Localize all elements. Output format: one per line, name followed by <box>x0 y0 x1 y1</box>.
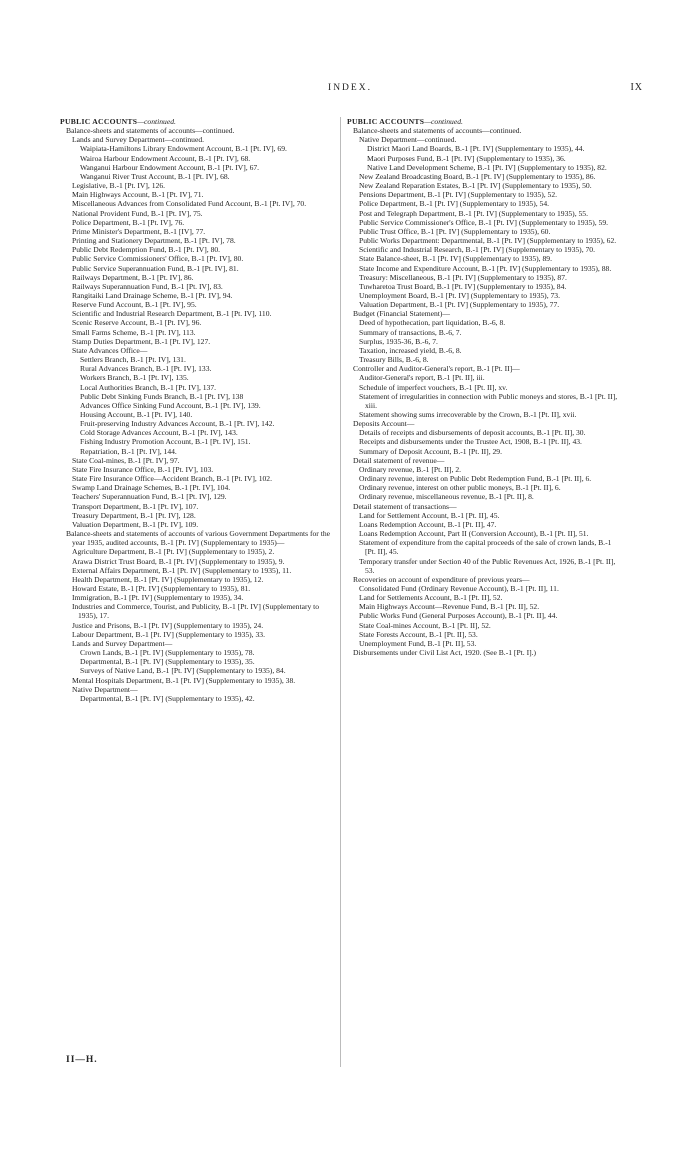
index-entry: State Advances Office— <box>72 345 148 355</box>
index-entry: Receipts and disbursements under the Trustee Act, 1908, B.-1 [Pt. II], 43. <box>359 437 582 447</box>
index-entry: Small Farms Scheme, B.-1 [Pt. IV], 113. <box>72 327 196 337</box>
index-entry: Workers Branch, B.-1 [Pt. IV], 135. <box>80 373 189 383</box>
index-entry: Prime Minister's Department, B.-1 [IV], 77. <box>72 226 206 236</box>
index-entry: Auditor-General's report, B.-1 [Pt. II], iii. <box>359 373 485 383</box>
index-entry: Balance-sheets and statements of accounts of various Government Departments for the year 1935, audited accounts, B.-1 [Pt. IV] (Supplementary to 1935)— <box>66 529 331 548</box>
page-number: IX <box>630 82 643 93</box>
index-entry: Post and Telegraph Department, B.-1 [Pt. IV] (Supplementary to 1935), 55. <box>359 208 588 218</box>
signature-mark: II—H. <box>66 1055 98 1065</box>
index-column-right <box>347 117 624 657</box>
index-entry: Public Debt Redemption Fund, B.-1 [Pt. IV], 80. <box>72 245 221 255</box>
index-entry: Ordinary revenue, interest on Public Debt Redemption Fund, B.-1 [Pt. II], 6. <box>359 474 592 484</box>
section-heading-text: PUBLIC ACCOUNTS <box>60 117 138 126</box>
index-entry: Housing Account, B.-1 [Pt. IV], 140. <box>80 410 193 419</box>
index-entry: State Fire Insurance Office, B.-1 [Pt. IV], 103. <box>72 464 214 474</box>
index-entry: Scenic Reserve Account, B.-1 [Pt. IV], 96. <box>72 318 202 328</box>
index-entry: Public Service Commissioner's Office, B.-1 [Pt. IV] (Supplementary to 1935), 59. <box>359 217 609 227</box>
index-entry: Industries and Commerce, Tourist, and Publicity, B.-1 [Pt. IV] (Supplementary to 1935), 17. <box>72 602 320 621</box>
index-entry: Valuation Department, B.-1 [Pt. IV], 109. <box>72 519 199 529</box>
index-entry: Summary of transactions, B.-6, 7. <box>359 327 462 337</box>
column-divider <box>340 117 341 1067</box>
section-heading <box>60 117 337 126</box>
index-entry: Balance-sheets and statements of accounts—continued. <box>66 126 235 136</box>
section-heading <box>347 117 624 126</box>
continued-marker: —continued. <box>137 117 176 126</box>
index-entry: Loans Redemption Account, B.-1 [Pt. II], 47. <box>359 519 497 529</box>
index-entry: Recoveries on account of expenditure of previous years— <box>353 574 530 584</box>
index-entry: Native Department— <box>72 684 138 694</box>
index-entry: Statement showing sums irrecoverable by the Crown, B.-1 [Pt. II], xvii. <box>359 410 577 419</box>
index-entry: Wairoa Harbour Endowment Account, B.-1 [Pt. IV], 68. <box>80 153 251 163</box>
index-entry: Crown Lands, B.-1 [Pt. IV] (Supplementary to 1935), 78. <box>80 648 255 658</box>
index-entry: Maori Purposes Fund, B.-1 [Pt. IV] (Supplementary to 1935), 36. <box>367 153 566 163</box>
index-entry: Native Department—continued. <box>359 135 457 145</box>
index-entry: Surveys of Native Land, B.-1 [Pt. IV] (Supplementary to 1935), 84. <box>80 666 286 676</box>
index-entry: Public Works Fund (General Purposes Account), B.-1 [Pt. II], 44. <box>359 611 558 621</box>
index-entry: Unemployment Fund, B.-1 [Pt. II], 53. <box>359 638 477 648</box>
index-entry: State Coal-mines, B.-1 [Pt. IV], 97. <box>72 455 180 465</box>
index-entry: Land for Settlements Account, B.-1 [Pt. II], 52. <box>359 593 503 603</box>
index-entry: Schedule of imperfect vouchers, B.-1 [Pt. II], xv. <box>359 382 508 392</box>
index-column-left <box>60 117 337 703</box>
index-entry: Details of receipts and disbursements of deposit accounts, B.-1 [Pt. II], 30. <box>359 428 586 438</box>
index-entry: Budget (Financial Statement)— <box>353 309 451 319</box>
index-entry: Unemployment Board, B.-1 [Pt. IV] (Supplementary to 1935), 73. <box>359 290 560 300</box>
index-entry: Waipiata-Hamiltons Library Endowment Account, B.-1 [Pt. IV], 69. <box>80 144 287 154</box>
index-entry: Teachers' Superannuation Fund, B.-1 [Pt. IV], 129. <box>72 492 227 502</box>
index-entry: Stamp Duties Department, B.-1 [Pt. IV], 127. <box>72 336 211 346</box>
index-entry: Temporary transfer under Section 40 of the Public Revenues Act, 1926, B.-1 [Pt. II], 53. <box>359 556 616 575</box>
index-entry: Arawa District Trust Board, B.-1 [Pt. IV] (Supplementary to 1935), 9. <box>72 556 285 566</box>
index-entry: Public Trust Office, B.-1 [Pt. IV] (Supplementary to 1935), 60. <box>359 226 551 236</box>
index-entry: Loans Redemption Account, Part II (Conversion Account), B.-1 [Pt. II], 51. <box>359 529 589 539</box>
index-entry: Detail statement of revenue— <box>353 455 445 465</box>
index-entry: State Coal-mines Account, B.-1 [Pt. II], 52. <box>359 620 491 630</box>
index-entry: Legislative, B.-1 [Pt. IV], 126. <box>72 181 166 191</box>
index-entry: Scientific and Industrial Research, B.-1 [Pt. IV] (Supplementary to 1935), 70. <box>359 245 595 255</box>
index-entry: Printing and Stationery Department, B.-1 [Pt. IV], 78. <box>72 236 236 246</box>
index-entry: Deed of hypothecation, part liquidation, B.-6, 8. <box>359 318 506 328</box>
index-entry: Agriculture Department, B.-1 [Pt. IV] (Supplementary to 1935), 2. <box>72 547 275 557</box>
index-entry: Lands and Survey Department— <box>72 638 173 648</box>
index-entry: Labour Department, B.-1 [Pt. IV] (Supplementary to 1935), 33. <box>72 629 265 639</box>
index-entry: Railways Department, B.-1 [Pt. IV], 86. <box>72 272 194 282</box>
index-entry: Main Highways Account, B.-1 [Pt. IV], 71. <box>72 190 204 200</box>
index-entry: Treasury Bills, B.-6, 8. <box>359 355 429 365</box>
index-entry: Summary of Deposit Account, B.-1 [Pt. II], 29. <box>359 446 502 456</box>
index-entry: Railways Superannuation Fund, B.-1 [Pt. IV], 83. <box>72 281 223 291</box>
running-header-title: INDEX. <box>328 83 372 93</box>
index-entry: Statement of irregularities in connection with Public moneys and stores, B.-1 [Pt. II], xiii. <box>359 391 618 410</box>
index-entry: Ordinary revenue, interest on other public moneys, B.-1 [Pt. II], 6. <box>359 483 561 493</box>
index-entry: Balance-sheets and statements of accounts—continued. <box>353 126 522 136</box>
index-entry: National Provident Fund, B.-1 [Pt. IV], 75. <box>72 208 203 218</box>
index-entry: Disbursements under Civil List Act, 1920. (See B.-1 [Pt. I].) <box>353 648 537 658</box>
index-entry: Departmental, B.-1 [Pt. IV] (Supplementary to 1935), 35. <box>80 657 255 667</box>
index-entry: Ordinary revenue, B.-1 [Pt. II], 2. <box>359 464 462 474</box>
index-entry: Statement of expenditure from the capital proceeds of the sale of crown lands, B.-1 [Pt. II], 45. <box>359 538 612 557</box>
index-entry: Deposits Account— <box>353 419 415 429</box>
index-entry: Departmental, B.-1 [Pt. IV] (Supplementary to 1935), 42. <box>80 693 255 703</box>
index-entry: Police Department, B.-1 [Pt. IV] (Supplementary to 1935), 54. <box>359 199 550 209</box>
index-entry: Health Department, B.-1 [Pt. IV] (Supplementary to 1935), 12. <box>72 574 264 584</box>
index-entry: Swamp Land Drainage Schemes, B.-1 [Pt. IV], 104. <box>72 483 231 493</box>
index-entry: Settlers Branch, B.-1 [Pt. IV], 131. <box>80 355 186 365</box>
index-entry: Treasury: Miscellaneous, B.-1 [Pt. IV] (Supplementary to 1935), 87. <box>359 272 567 282</box>
index-entry: State Balance-sheet, B.-1 [Pt. IV] (Supplementary to 1935), 89. <box>359 254 552 264</box>
index-entry: New Zealand Broadcasting Board, B.-1 [Pt. IV] (Supplementary to 1935), 86. <box>359 171 596 181</box>
index-entry: External Affairs Department, B.-1 [Pt. IV] (Supplementary to 1935), 11. <box>72 565 292 575</box>
index-entry: Lands and Survey Department—continued. <box>72 135 205 145</box>
index-entry: Local Authorities Branch, B.-1 [Pt. IV], 137. <box>80 382 217 392</box>
index-entry: Pensions Department, B.-1 [Pt. IV] (Supplementary to 1935), 52. <box>359 190 558 200</box>
index-entry: Surplus, 1935-36, B.-6, 7. <box>359 336 438 346</box>
index-entry: Transport Department, B.-1 [Pt. IV], 107. <box>72 501 199 511</box>
index-entry: Valuation Department, B.-1 [Pt. IV] (Supplementary to 1935), 77. <box>359 300 560 310</box>
index-entry: Advances Office Sinking Fund Account, B.-1 [Pt. IV], 139. <box>80 400 261 410</box>
index-entry: Public Works Department: Departmental, B.-1 [Pt. IV] (Supplementary to 1935), 62. <box>359 236 617 246</box>
index-entry: Taxation, increased yield, B.-6, 8. <box>359 345 462 355</box>
index-entry: Land for Settlement Account, B.-1 [Pt. II], 45. <box>359 510 500 520</box>
index-entry: State Forests Account, B.-1 [Pt. II], 53. <box>359 629 478 639</box>
index-entry: Main Highways Account—Revenue Fund, B.-1 [Pt. II], 52. <box>359 602 540 612</box>
index-entry: State Fire Insurance Office—Accident Branch, B.-1 [Pt. IV], 102. <box>72 474 272 484</box>
index-entry: State Income and Expenditure Account, B.-1 [Pt. IV] (Supplementary to 1935), 88. <box>359 263 612 273</box>
continued-marker: —continued. <box>424 117 463 126</box>
index-entry: Ordinary revenue, miscellaneous revenue, B.-1 [Pt. II], 8. <box>359 492 534 502</box>
index-entry: Wanganui River Trust Account, B.-1 [Pt. IV], 68. <box>80 171 230 181</box>
index-entry: Consolidated Fund (Ordinary Revenue Account), B.-1 [Pt. II], 11. <box>359 583 559 593</box>
index-entry: Rangitaiki Land Drainage Scheme, B.-1 [Pt. IV], 94. <box>72 290 233 300</box>
index-entry: Treasury Department, B.-1 [Pt. IV], 128. <box>72 510 196 520</box>
index-entry: Native Land Development Scheme, B.-1 [Pt. IV] (Supplementary to 1935), 82. <box>367 162 607 172</box>
index-entry: Fishing Industry Promotion Account, B.-1 [Pt. IV], 151. <box>80 437 251 447</box>
index-entry: Justice and Prisons, B.-1 [Pt. IV] (Supplementary to 1935), 24. <box>72 620 264 630</box>
index-entry: Repatriation, B.-1 [Pt. IV], 144. <box>80 446 177 456</box>
index-entry: New Zealand Reparation Estates, B.-1 [Pt. IV] (Supplementary to 1935), 50. <box>359 181 592 191</box>
index-entry: Public Service Superannuation Fund, B.-1 [Pt. IV], 81. <box>72 263 239 273</box>
index-entry: Public Service Commissioners' Office, B.-1 [Pt. IV], 80. <box>72 254 244 264</box>
index-entry: District Maori Land Boards, B.-1 [Pt. IV] (Supplementary to 1935), 44. <box>367 144 585 154</box>
index-entry: Tuwharetoa Trust Board, B.-1 [Pt. IV] (Supplementary to 1935), 84. <box>359 281 567 291</box>
index-entry: Wanganui Harbour Endowment Account, B.-1 [Pt. IV], 67. <box>80 162 260 172</box>
index-entry: Police Department, B.-1 [Pt. IV], 76. <box>72 217 185 227</box>
section-heading-text: PUBLIC ACCOUNTS <box>347 117 425 126</box>
index-entry: Controller and Auditor-General's report, B.-1 [Pt. II]— <box>353 364 520 374</box>
index-entry: Scientific and Industrial Research Department, B.-1 [Pt. IV], 110. <box>72 309 272 319</box>
index-entry: Detail statement of transactions— <box>353 501 457 511</box>
index-entry: Mental Hospitals Department, B.-1 [Pt. IV] (Supplementary to 1935), 38. <box>72 675 296 685</box>
index-entry: Public Debt Sinking Funds Branch, B.-1 [Pt. IV], 138 <box>80 391 244 401</box>
index-entry: Immigration, B.-1 [Pt. IV] (Supplementary to 1935), 34. <box>72 593 244 603</box>
index-entry: Miscellaneous Advances from Consolidated Fund Account, B.-1 [Pt. IV], 70. <box>72 199 307 209</box>
index-entry: Reserve Fund Account, B.-1 [Pt. IV], 95. <box>72 300 197 310</box>
index-entry: Cold Storage Advances Account, B.-1 [Pt. IV], 143. <box>80 428 238 438</box>
index-entry: Rural Advances Branch, B.-1 [Pt. IV], 133. <box>80 364 212 374</box>
index-entry: Fruit-preserving Industry Advances Account, B.-1 [Pt. IV], 142. <box>80 419 275 429</box>
index-entry: Howard Estate, B.-1 [Pt. IV] (Supplementary to 1935), 81. <box>72 583 251 593</box>
